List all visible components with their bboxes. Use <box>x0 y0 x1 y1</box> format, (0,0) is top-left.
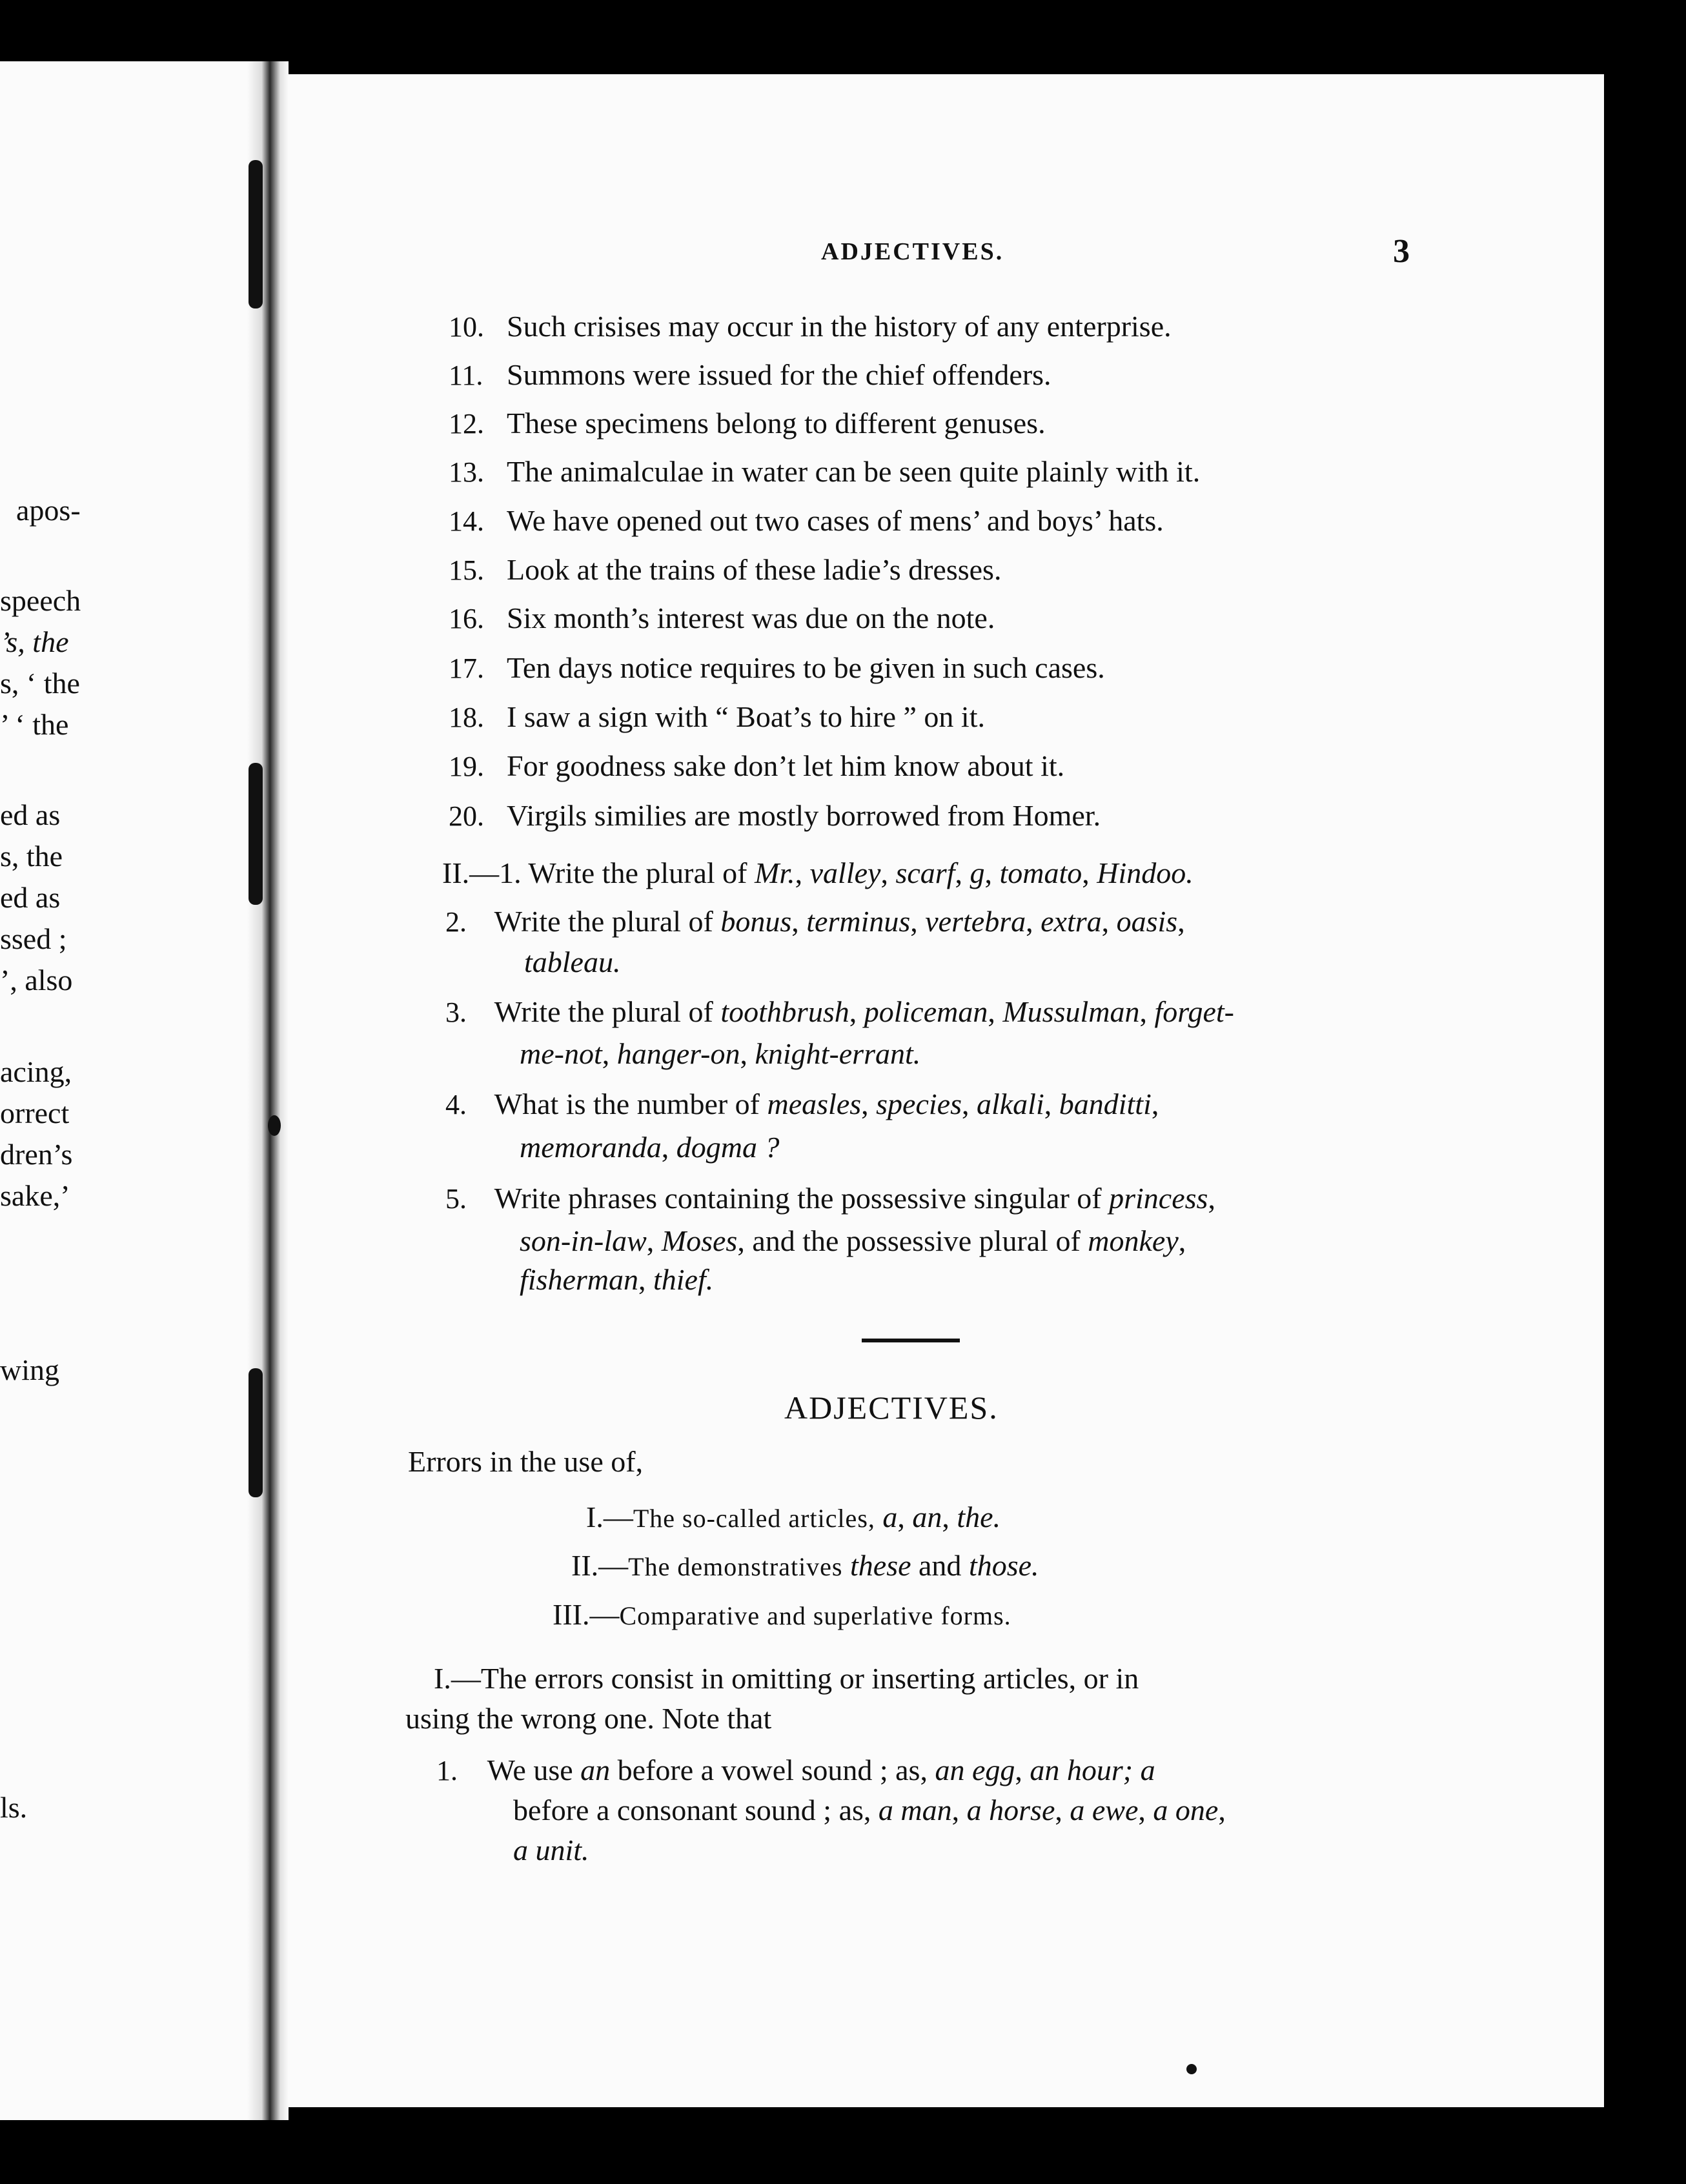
item-number: 20. <box>449 800 484 832</box>
italic-word: alkali <box>976 1087 1044 1120</box>
section-divider <box>862 1339 960 1342</box>
left-page-fragment: wing <box>0 1353 59 1386</box>
question-lead: II.—1. <box>442 856 522 889</box>
left-page-fragment: sake,’ <box>0 1179 70 1212</box>
category-label: Comparative and superlative forms. <box>619 1601 1011 1630</box>
exercise-item <box>449 312 1172 341</box>
question-text: Write the plural of <box>494 995 713 1028</box>
ink-speck <box>1186 2064 1197 2074</box>
conjunction: and <box>919 1549 962 1582</box>
italic-word: bonus <box>720 905 792 938</box>
left-page-fragment: ls. <box>0 1791 28 1824</box>
binding-clip <box>249 1368 263 1497</box>
exercise-item <box>449 360 1051 390</box>
italic-word: princess <box>1109 1182 1208 1215</box>
exercise-question-continued <box>524 947 620 977</box>
item-text: Six month’s interest was due on the note. <box>507 602 995 634</box>
italic-word: scarf <box>895 856 955 889</box>
italic-word: an <box>912 1501 942 1533</box>
item-number: 16. <box>449 603 484 634</box>
item-number: 4. <box>445 1089 467 1120</box>
item-number: 17. <box>449 652 484 684</box>
rule-item-continued <box>513 1835 589 1865</box>
rule-item-continued: before a consonant sound ; as, a man, a horse, a ewe, a one, <box>513 1794 1226 1826</box>
italic-word: a one <box>1153 1794 1219 1826</box>
exercise-item <box>449 801 1101 831</box>
item-number: 12. <box>449 408 484 440</box>
italic-word: these <box>850 1549 911 1582</box>
error-category <box>571 1551 1039 1581</box>
left-page-fragment: acing, <box>0 1055 72 1088</box>
left-page <box>0 61 255 2120</box>
item-text: Ten days notice requires to be given in such cases. <box>507 651 1105 684</box>
item-text: For goodness sake don’t let him know about it. <box>507 749 1065 782</box>
italic-word: a ewe <box>1070 1794 1139 1826</box>
left-page-fragment: ed as <box>0 881 61 914</box>
italic-word: those. <box>968 1549 1039 1582</box>
exercise-item <box>449 409 1046 438</box>
rule-text: before a consonant sound ; as, <box>513 1794 871 1826</box>
italic-word: memoranda <box>520 1131 662 1164</box>
item-number: 3. <box>445 996 467 1028</box>
italic-word: terminus <box>806 905 911 938</box>
italic-word: me-not <box>520 1037 602 1070</box>
rule-text: We use <box>487 1754 573 1786</box>
category-lead: II.— <box>571 1549 629 1582</box>
section-intro: Errors in the use of, <box>408 1445 644 1478</box>
question-text: Write the plural of <box>528 856 747 889</box>
italic-word: an egg <box>935 1754 1015 1786</box>
italic-word: Hindoo. <box>1097 856 1193 889</box>
italic-word: a horse <box>966 1794 1055 1826</box>
exercise-item <box>449 506 1164 536</box>
exercise-item <box>449 603 995 633</box>
exercise-question-continued: memoranda, dogma ? <box>520 1131 780 1164</box>
question-text: What is the number of <box>494 1087 760 1120</box>
item-number: 1. <box>436 1755 458 1786</box>
italic-word: son-in-law <box>520 1224 647 1257</box>
exercise-question-continued: me-not, hanger-on, knight-errant. <box>520 1037 921 1070</box>
item-text: Summons were issued for the chief offenders. <box>507 358 1051 391</box>
left-page-fragment: s, the <box>0 840 63 873</box>
italic-word: tableau. <box>524 945 621 978</box>
item-text: We have opened out two cases of mens’ and boys’ hats. <box>507 504 1164 537</box>
exercise-question: II.—1. Write the plural of Mr., valley, scarf, g, tomato, Hindoo. <box>442 856 1193 889</box>
page-number: 3 <box>1393 233 1410 270</box>
item-text: Virgils similies are mostly borrowed from Homer. <box>507 799 1101 832</box>
italic-word: hanger-on <box>616 1037 740 1070</box>
item-number: 15. <box>449 554 484 586</box>
category-label: The demonstratives <box>628 1552 843 1581</box>
item-number: 13. <box>449 456 484 488</box>
italic-word: g <box>970 856 985 889</box>
error-category: I.—The so-called articles, a, an, the. <box>586 1501 1001 1533</box>
item-text: These specimens belong to different genuses. <box>507 407 1046 440</box>
rule-text: before a vowel sound ; as, <box>617 1754 928 1786</box>
exercise-question: 3. Write the plural of toothbrush, policeman, Mussulman, forget- <box>445 995 1234 1028</box>
italic-word: the. <box>957 1501 1001 1533</box>
italic-word: an hour; <box>1030 1754 1133 1786</box>
question-text: Write the plural of <box>494 905 713 938</box>
left-page-fragment: ssed ; <box>0 922 67 955</box>
exercise-question-continued: son-in-law, Moses, and the possessive plural of monkey, <box>520 1224 1186 1257</box>
italic-word: tomato <box>999 856 1082 889</box>
item-number: 2. <box>445 906 467 938</box>
item-number: 10. <box>449 311 484 343</box>
item-number: 19. <box>449 751 484 782</box>
exercise-question: 4. What is the number of measles, species, alkali, banditti, <box>445 1087 1159 1120</box>
italic-word: toothbrush <box>720 995 849 1028</box>
italic-word: extra <box>1041 905 1102 938</box>
paragraph-line: using the wrong one. Note that <box>405 1702 772 1735</box>
italic-word: species <box>876 1087 962 1120</box>
italic-word: thief. <box>653 1263 714 1296</box>
italic-word: an <box>580 1754 611 1786</box>
left-page-fragment: s, ‘ the <box>0 667 80 700</box>
item-text: Such crisises may occur in the history of any enterprise. <box>507 310 1172 343</box>
binding-clip <box>249 763 263 905</box>
italic-word: knight-errant. <box>755 1037 921 1070</box>
book-gutter <box>247 61 289 2120</box>
italic-word: policeman <box>864 995 988 1028</box>
binding-clip <box>249 160 263 308</box>
left-page-fragment: ed as <box>0 798 61 831</box>
category-label: The so-called articles, <box>633 1504 875 1533</box>
italic-word: valley <box>809 856 881 889</box>
item-number: 11. <box>449 359 483 391</box>
section-heading: ADJECTIVES. <box>784 1390 999 1426</box>
italic-word: vertebra <box>925 905 1026 938</box>
item-number: 14. <box>449 505 484 537</box>
error-category <box>553 1600 1011 1630</box>
item-number: 18. <box>449 702 484 733</box>
italic-word: a unit. <box>513 1834 589 1866</box>
italic-word: a man <box>878 1794 952 1826</box>
italic-word: dogma ? <box>676 1131 780 1164</box>
category-lead: I.— <box>586 1501 633 1533</box>
left-page-fragment: apos- <box>16 494 81 527</box>
item-text: Look at the trains of these ladie’s dresses. <box>507 553 1002 586</box>
left-page-fragment: orrect <box>0 1097 70 1129</box>
exercise-item <box>449 555 1001 585</box>
left-page-fragment: ’s, the <box>0 625 69 658</box>
italic-word: Mussulman <box>1002 995 1140 1028</box>
exercise-item <box>449 751 1064 781</box>
question-text: Write phrases containing the possessive singular of <box>494 1182 1102 1215</box>
exercise-question: 2. Write the plural of bonus, terminus, vertebra, extra, oasis, <box>445 905 1185 938</box>
italic-word: Mr. <box>755 856 795 889</box>
italic-word: Moses <box>661 1224 738 1257</box>
question-text: and the possessive plural of <box>752 1224 1081 1257</box>
italic-word: forget- <box>1154 995 1234 1028</box>
rule-item: 1. We use an before a vowel sound ; as, an egg, an hour; a <box>436 1754 1155 1786</box>
italic-word: measles <box>767 1087 862 1120</box>
italic-word: monkey <box>1088 1224 1179 1257</box>
item-text: I saw a sign with “ Boat’s to hire ” on it. <box>507 700 985 733</box>
exercise-item <box>449 702 985 732</box>
left-page-fragment: ’ ‘ the <box>0 708 69 741</box>
left-page-fragment: ’, also <box>0 964 73 996</box>
exercise-question-continued: fisherman, thief. <box>520 1263 714 1296</box>
left-page-fragment: dren’s <box>0 1138 73 1171</box>
ink-speck <box>268 1115 281 1136</box>
italic-word: fisherman <box>520 1263 638 1296</box>
exercise-item <box>449 653 1105 683</box>
italic-word: banditti <box>1059 1087 1152 1120</box>
item-text: The animalculae in water can be seen quite plainly with it. <box>507 455 1201 488</box>
category-lead: III.— <box>553 1598 620 1631</box>
italic-word: a <box>882 1501 898 1533</box>
italic-word: a <box>1140 1754 1155 1786</box>
left-page-fragment: speech <box>0 584 81 617</box>
item-number: 5. <box>445 1183 467 1215</box>
exercise-question: 5. Write phrases containing the possessive singular of princess, <box>445 1182 1215 1215</box>
paragraph-line: I.—The errors consist in omitting or inserting articles, or in <box>434 1662 1139 1695</box>
italic-word: oasis <box>1116 905 1178 938</box>
running-header: ADJECTIVES. <box>821 238 1004 265</box>
exercise-item <box>449 457 1200 487</box>
